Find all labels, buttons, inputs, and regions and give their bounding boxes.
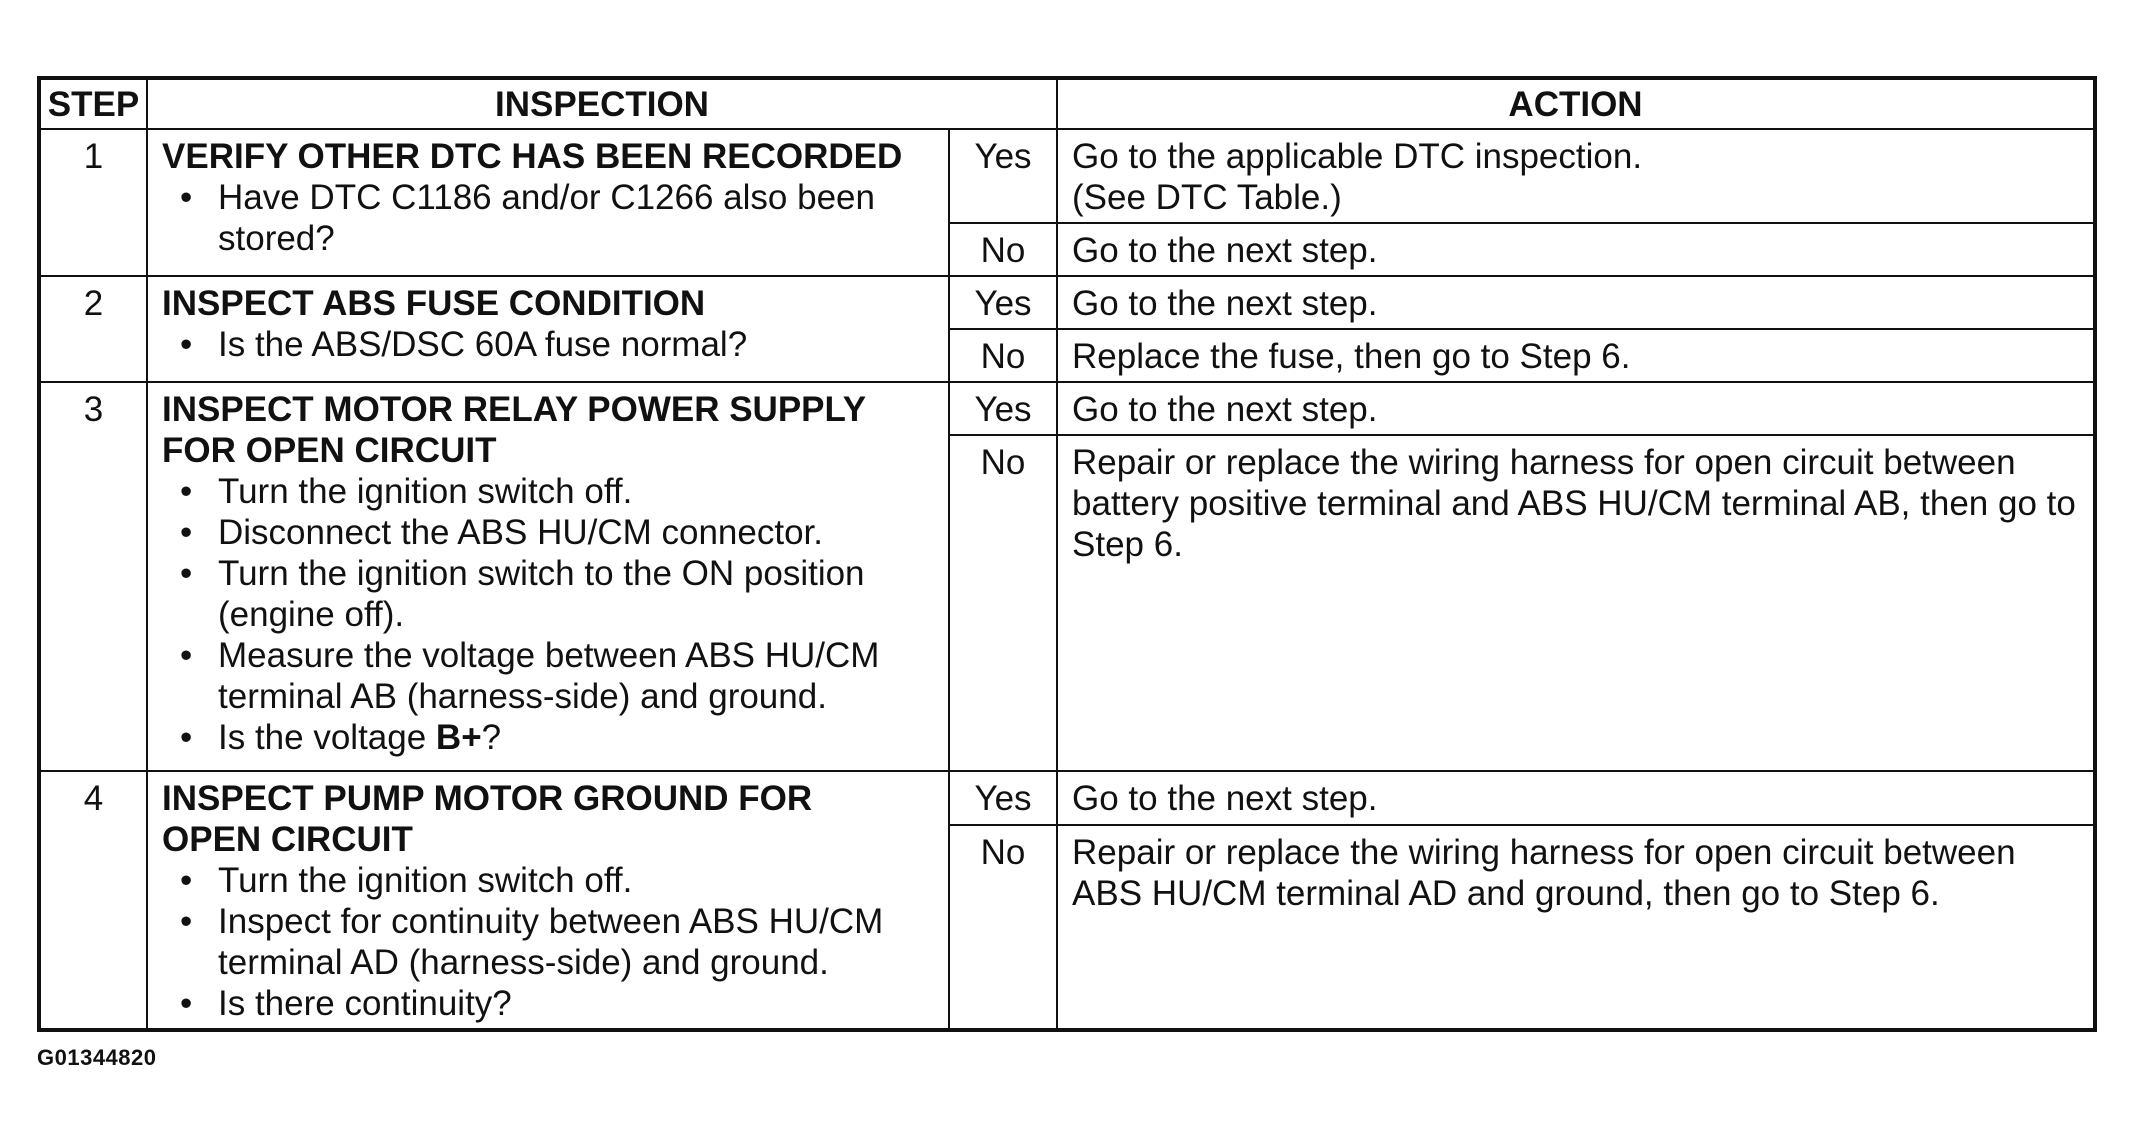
table-row — [39, 382, 2095, 435]
header-inspection: INSPECTION — [147, 78, 1057, 129]
no-label: No — [949, 825, 1057, 1030]
bullet-icon: • — [180, 513, 193, 552]
bullet-item — [180, 983, 934, 1024]
bullet-text: Disconnect the ABS HU/CM connector. — [218, 513, 823, 552]
inspection-bullets — [162, 471, 934, 758]
step-number: 1 — [39, 129, 147, 276]
yes-action: Go to the next step. — [1057, 276, 2095, 329]
inspection-title: INSPECT ABS FUSE CONDITION — [162, 284, 706, 323]
bullet-icon: • — [180, 861, 193, 900]
bullet-item — [180, 471, 934, 512]
bullet-item — [180, 901, 934, 983]
bullet-text: Turn the ignition switch to the ON position (engine off). — [218, 554, 865, 634]
inspection-cell — [147, 771, 949, 1030]
table-header-row — [39, 78, 2095, 129]
no-label: No — [949, 329, 1057, 382]
header-action: ACTION — [1057, 78, 2095, 129]
bullet-text: Is there continuity? — [218, 984, 512, 1023]
no-action: Repair or replace the wiring harness for open circuit between battery positive terminal and ABS HU/CM terminal AB, then go to Step 6. — [1057, 435, 2095, 771]
inspection-title: VERIFY OTHER DTC HAS BEEN RECORDED — [162, 137, 903, 176]
yes-action — [1057, 129, 2095, 223]
inspection-title: FOR OPEN CIRCUIT — [162, 431, 497, 470]
bullet-item — [180, 324, 934, 365]
bullet-icon: • — [180, 984, 193, 1023]
no-action: Repair or replace the wiring harness for open circuit between ABS HU/CM terminal AD and ground, then go to Step 6. — [1057, 825, 2095, 1030]
bullet-icon: • — [180, 325, 193, 364]
step-number: 3 — [39, 382, 147, 771]
bullet-item — [180, 860, 934, 901]
inspection-bullets — [162, 177, 934, 259]
bullet-icon: • — [180, 178, 193, 217]
table-row — [39, 771, 2095, 825]
bullet-text: Have DTC C1186 and/or C1266 also been stored? — [218, 178, 875, 258]
yes-action-line: Go to the applicable DTC inspection. — [1072, 137, 1643, 176]
bullet-text: Turn the ignition switch off. — [218, 472, 633, 511]
table-row — [39, 276, 2095, 329]
bullet-item — [180, 635, 934, 717]
yes-action: Go to the next step. — [1057, 771, 2095, 825]
bullet-icon: • — [180, 718, 193, 757]
yes-action: Go to the next step. — [1057, 382, 2095, 435]
no-action: Replace the fuse, then go to Step 6. — [1057, 329, 2095, 382]
inspection-cell — [147, 276, 949, 382]
header-step: STEP — [39, 78, 147, 129]
bullet-bold-text: B+ — [435, 718, 482, 757]
bullet-text: Turn the ignition switch off. — [218, 861, 633, 900]
step-number: 2 — [39, 276, 147, 382]
no-action: Go to the next step. — [1057, 223, 2095, 276]
bullet-item — [180, 717, 934, 758]
bullet-text: Measure the voltage between ABS HU/CM terminal AB (harness-side) and ground. — [218, 636, 880, 716]
bullet-icon: • — [180, 554, 193, 593]
bullet-icon: • — [180, 472, 193, 511]
yes-label: Yes — [949, 382, 1057, 435]
yes-label: Yes — [949, 129, 1057, 223]
inspection-title: OPEN CIRCUIT — [162, 820, 413, 859]
inspection-bullets — [162, 860, 934, 1024]
bullet-text: Inspect for continuity between ABS HU/CM terminal AD (harness-side) and ground. — [218, 902, 884, 982]
inspection-title: INSPECT MOTOR RELAY POWER SUPPLY — [162, 390, 867, 429]
table-row — [39, 129, 2095, 223]
bullet-text: Is the ABS/DSC 60A fuse normal? — [218, 325, 748, 364]
bullet-icon: • — [180, 902, 193, 941]
yes-action-line: (See DTC Table.) — [1072, 178, 1342, 217]
bullet-icon: • — [180, 636, 193, 675]
inspection-title: INSPECT PUMP MOTOR GROUND FOR — [162, 779, 813, 818]
bullet-item — [180, 177, 934, 259]
inspection-bullets — [162, 324, 934, 365]
bullet-text: ? — [481, 718, 502, 757]
step-number: 4 — [39, 771, 147, 1030]
diagnostic-procedure-table — [37, 76, 2097, 1032]
bullet-item — [180, 553, 934, 635]
inspection-cell — [147, 129, 949, 276]
bullet-item — [180, 512, 934, 553]
no-label: No — [949, 223, 1057, 276]
inspection-cell — [147, 382, 949, 771]
yes-label: Yes — [949, 771, 1057, 825]
figure-id: G01344820 — [37, 1045, 157, 1070]
yes-label: Yes — [949, 276, 1057, 329]
bullet-text: Is the voltage — [218, 718, 436, 757]
no-label: No — [949, 435, 1057, 771]
